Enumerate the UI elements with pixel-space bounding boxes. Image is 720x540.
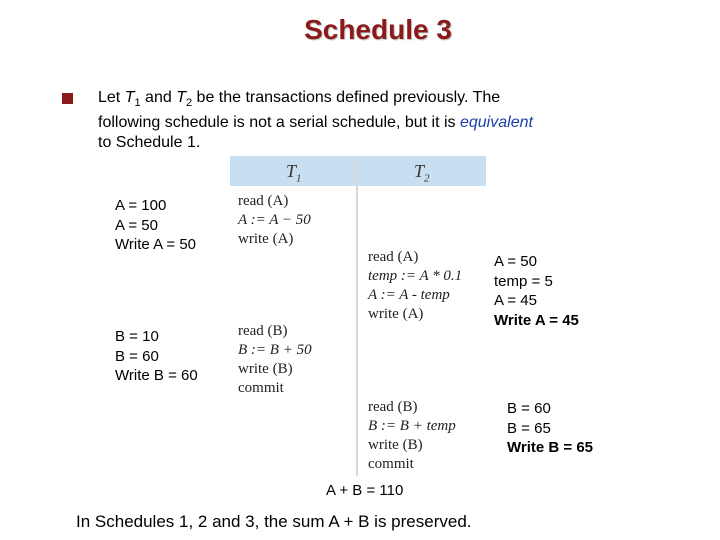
header-t: T — [414, 161, 425, 181]
operation-line: read (B) — [238, 323, 288, 339]
note-line: A = 45 — [494, 292, 537, 309]
note-line: Write A = 50 — [115, 236, 197, 253]
column-header-t1 — [286, 161, 302, 185]
conclusion-text: In Schedules 1, 2 and 3, the sum A + B is preserved. — [76, 512, 472, 531]
operation-line: read (A) — [238, 193, 289, 209]
bullet-fragment: and — [140, 89, 177, 106]
t-symbol: T — [176, 89, 186, 106]
t1-operations-a — [238, 192, 311, 249]
operation-line: write (B) — [238, 361, 293, 377]
column-header-t2 — [414, 161, 430, 185]
slide-title: Schedule 3 — [304, 14, 452, 45]
schedule-table — [230, 156, 486, 476]
note-line: B = 10 — [115, 328, 159, 345]
note-line: Write B = 65 — [507, 439, 594, 456]
bullet-fragment: to Schedule 1. — [98, 134, 201, 152]
header-subscript: 2 — [424, 172, 430, 185]
note-line: B = 60 — [507, 400, 551, 417]
note-left-b — [115, 327, 198, 386]
t-subscript: 2 — [185, 97, 193, 110]
note-line: A = 100 — [115, 197, 167, 214]
header-subscript: 1 — [296, 172, 302, 185]
t-symbol: T — [124, 89, 135, 106]
operation-line: B := B + temp — [368, 418, 456, 434]
operation-line: A := A - temp — [368, 287, 450, 303]
operation-line: temp := A * 0.1 — [368, 268, 463, 284]
operation-line: B := B + 50 — [238, 342, 312, 358]
operation-line: write (A) — [368, 306, 424, 322]
t-subscript: 1 — [134, 97, 141, 110]
operation-line: A := A − 50 — [238, 212, 311, 228]
operation-line: commit — [238, 380, 284, 396]
note-line: A = 50 — [115, 216, 158, 234]
t2-operations-b — [368, 398, 456, 474]
note-line: B = 65 — [507, 419, 551, 437]
t1-operations-b — [238, 322, 312, 398]
note-line: Write A = 45 — [494, 311, 579, 329]
operation-line: read (B) — [368, 399, 418, 415]
note-line: B = 60 — [115, 347, 159, 365]
equivalent-term: equivalent — [459, 114, 533, 132]
bullet-text — [98, 88, 622, 153]
note-right-a — [494, 252, 579, 330]
bullet-fragment: be the transactions defined previously. The — [192, 89, 501, 106]
t2-operations-a — [368, 248, 462, 324]
bullet-fragment: following schedule is not a serial schedule, but it is — [98, 114, 460, 132]
note-left-a — [115, 196, 196, 255]
note-right-b — [507, 399, 593, 458]
schedule-table-header — [230, 156, 486, 186]
operation-line: read (A) — [368, 249, 419, 265]
bullet-fragment: Let — [98, 89, 125, 106]
header-t: T — [286, 161, 297, 181]
sum-label: A + B = 110 — [326, 482, 404, 499]
bullet-paragraph — [62, 88, 622, 153]
operation-line: commit — [368, 456, 414, 472]
square-bullet-icon — [62, 93, 73, 104]
operation-line: write (A) — [238, 231, 294, 247]
note-line: Write B = 60 — [115, 367, 198, 384]
note-line: A = 50 — [494, 253, 537, 270]
note-line: temp = 5 — [494, 272, 553, 290]
operation-line: write (B) — [368, 437, 423, 453]
column-divider — [356, 156, 358, 476]
